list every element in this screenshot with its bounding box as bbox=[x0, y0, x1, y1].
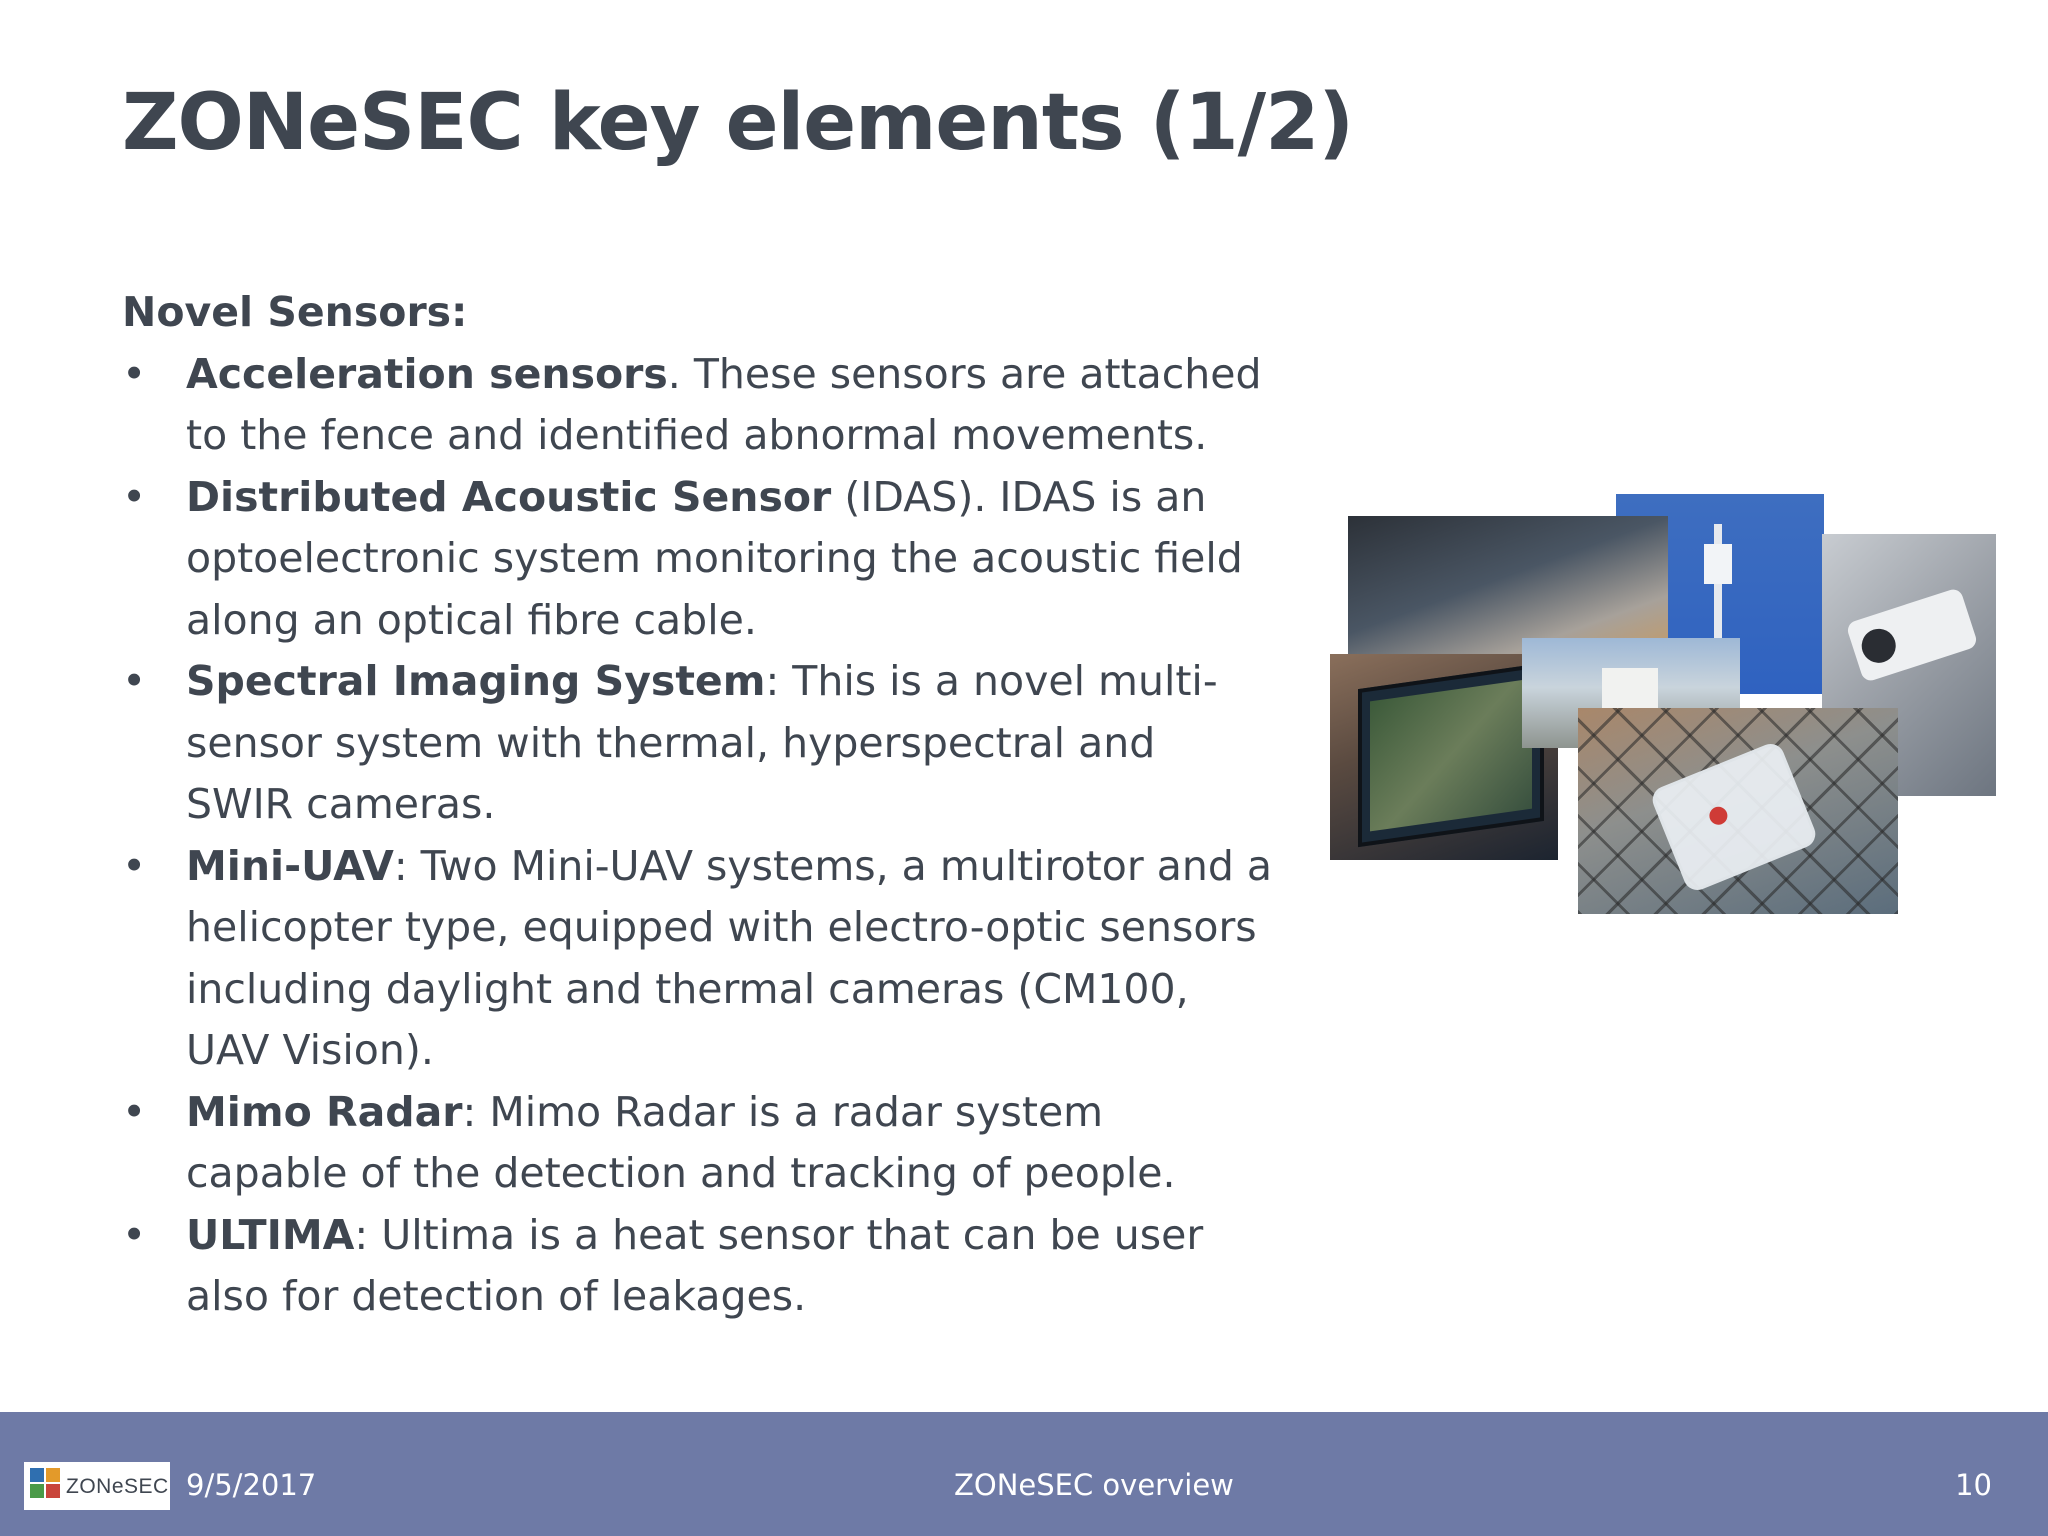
bullet-text: : This is a novel multi-sensor system with thermal, hyperspectral and SWIR cameras. bbox=[186, 657, 1218, 828]
bullet-term: Spectral Imaging System bbox=[186, 657, 766, 705]
camera-lens-shape bbox=[1857, 624, 1900, 667]
bullet-text: . These sensors are attached to the fence and identified abnormal movements. bbox=[186, 349, 1262, 459]
bullet-term: ULTIMA bbox=[186, 1210, 355, 1259]
sensor-led-shape bbox=[1707, 804, 1730, 827]
bullet-dot: • bbox=[122, 349, 147, 398]
logo-icon bbox=[30, 1468, 62, 1500]
footer-date: 9/5/2017 bbox=[186, 1468, 317, 1502]
bullet-text: (IDAS). IDAS is an optoelectronic system monitoring the acoustic field along an optical fibre cable. bbox=[186, 472, 1243, 644]
page-number: 10 bbox=[1955, 1468, 1992, 1502]
slide-title: ZONeSEC key elements (1/2) bbox=[122, 78, 1354, 168]
bullet-text: : Two Mini-UAV systems, a multirotor and a helicopter type, equipped with electro-optic sensors including daylight and thermal cameras (CM100, UAV Vision). bbox=[186, 841, 1273, 1074]
sensor-photo-collage bbox=[1320, 490, 2000, 930]
sensor-unit-shape bbox=[1602, 668, 1658, 708]
bullet-list bbox=[122, 344, 1272, 1328]
list-item bbox=[122, 1205, 1272, 1328]
bullet-term: Mini-UAV bbox=[186, 841, 394, 890]
bullet-term: Mimo Radar bbox=[186, 1087, 463, 1136]
list-item bbox=[122, 1082, 1272, 1205]
bullet-dot: • bbox=[122, 841, 147, 890]
laptop-screen-shape bbox=[1370, 679, 1532, 832]
zonesec-logo bbox=[24, 1462, 170, 1510]
bullet-dot: • bbox=[122, 1087, 147, 1136]
section-heading: Novel Sensors: bbox=[122, 288, 468, 336]
bullet-dot: • bbox=[122, 1210, 147, 1259]
bullet-dot: • bbox=[122, 472, 147, 521]
list-item bbox=[122, 651, 1272, 836]
footer-title: ZONeSEC overview bbox=[954, 1468, 1234, 1502]
laptop-icon bbox=[1358, 663, 1544, 847]
mast-box-shape bbox=[1704, 544, 1732, 584]
bullet-text: : Ultima is a heat sensor that can be user also for detection of leakages. bbox=[186, 1210, 1204, 1320]
list-item bbox=[122, 467, 1272, 652]
bullet-term: Acceleration sensors bbox=[186, 349, 668, 398]
bullet-dot: • bbox=[122, 657, 147, 705]
camera-icon bbox=[1845, 587, 1978, 683]
bullet-term: Distributed Acoustic Sensor bbox=[186, 472, 832, 521]
list-item bbox=[122, 836, 1272, 1082]
bullet-text: : Mimo Radar is a radar system capable of the detection and tracking of people. bbox=[186, 1087, 1176, 1197]
logo-text: ZONeSEC bbox=[66, 1475, 169, 1498]
list-item bbox=[122, 344, 1272, 467]
fence-sensor-photo bbox=[1578, 708, 1898, 914]
slide-body bbox=[122, 282, 1272, 1328]
